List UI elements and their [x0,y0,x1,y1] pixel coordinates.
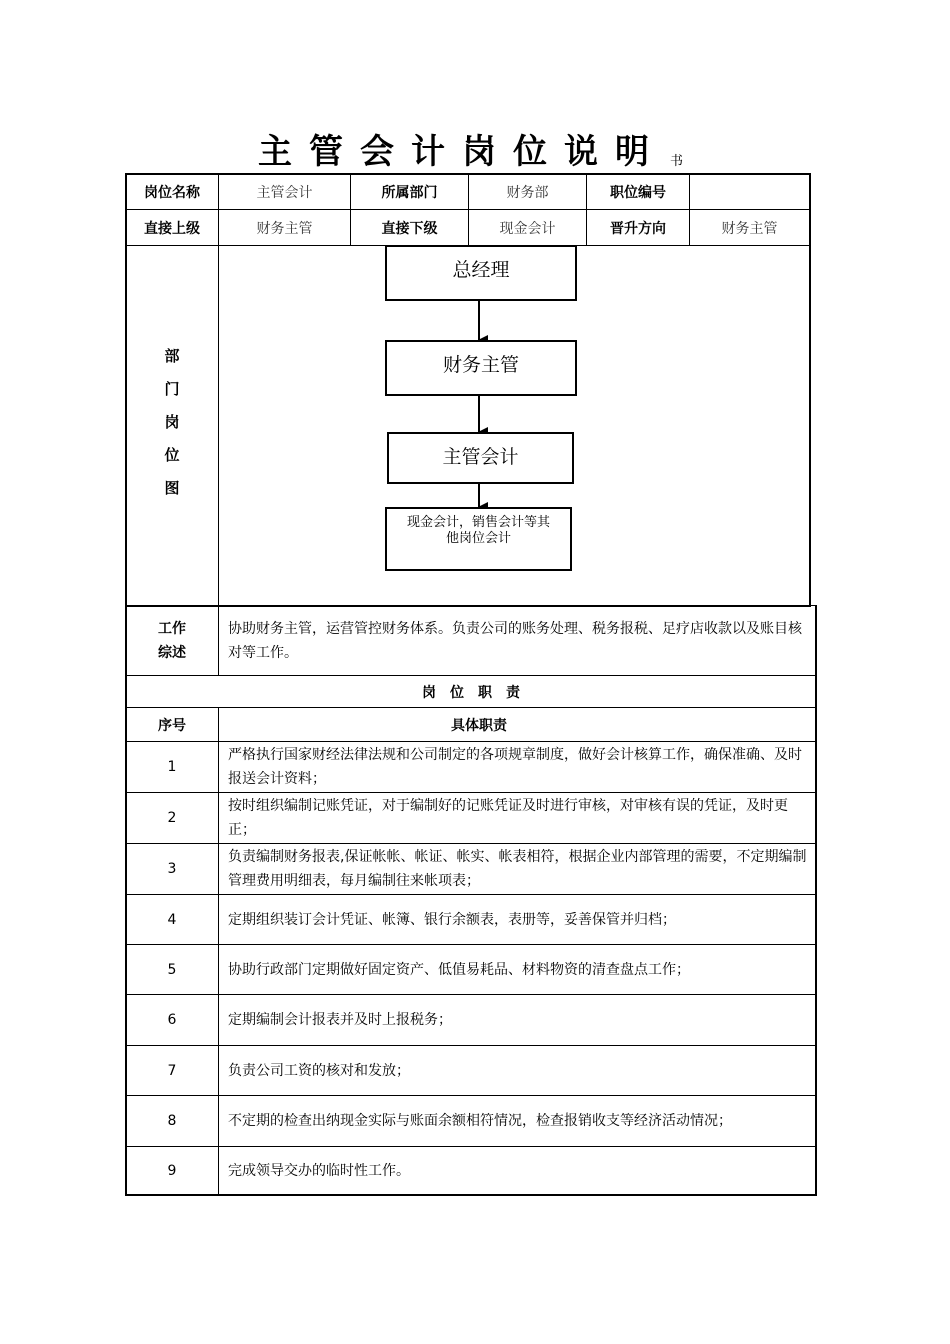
duty-text: 负责公司工资的核对和发放； [228,1062,410,1079]
duty-text: 不定期的检查出纳现金实际与账面余额相符情况，检查报销收支等经济活动情况； [228,1113,732,1129]
label-promotion-path: 晋升方向 [610,220,666,237]
duty-text: 协助行政部门定期做好固定资产、低值易耗品、材料物资的清查盘点工作； [228,961,690,978]
org-node-label: 总经理 [452,259,510,281]
org-node-other-accountants [385,507,572,571]
duties-section-title: 岗 位 职 责 [422,684,520,701]
summary-label-line: 综述 [158,645,186,661]
col-header-description: 具体职责 [451,717,507,734]
duty-text: 定期编制会计报表并及时上报税务； [228,1012,452,1028]
duty-number: 5 [167,961,177,978]
title-main: 主管会计岗位说明 [258,132,666,172]
org-node-general-manager [385,245,577,301]
duty-text: 完成领导交办的临时性工作。 [228,1162,410,1179]
org-label-char: 部 [164,347,180,365]
org-label-char: 图 [164,479,180,497]
org-node-label: 现金会计，销售会计等其他岗位会计 [406,515,550,546]
duty-number: 3 [167,861,177,877]
summary-label [126,607,218,675]
value-direct-subordinate: 现金会计 [499,220,556,237]
org-node-label: 主管会计 [442,446,519,468]
org-label-char: 位 [164,446,180,464]
duty-text: 按时组织编制记账凭证，对于编制好的记账凭证及时进行审核，对审核有误的凭证，及时更正； [228,798,788,838]
duty-number: 1 [167,759,177,775]
duty-text: 负责编制财务报表,保证帐帐、帐证、帐实、帐表相符，根据企业内部管理的需要，不定期编制管理费用明细表，每月编制往来帐项表； [228,849,807,889]
duty-number: 6 [167,1012,177,1028]
label-position-code: 职位编号 [610,185,666,201]
duty-number: 7 [167,1062,177,1079]
duty-number: 8 [167,1113,177,1129]
value-promotion-path: 财务主管 [721,220,778,237]
value-position-name: 主管会计 [256,185,313,201]
value-direct-superior: 财务主管 [256,220,313,237]
org-label-char: 岗 [164,413,180,431]
col-header-number: 序号 [158,717,186,734]
duty-text: 定期组织装订会计凭证、帐簿、银行余额表，表册等，妥善保管并归档； [228,911,676,928]
title-suffix: 书 [670,154,684,169]
duty-number: 9 [167,1162,177,1179]
label-position-name: 岗位名称 [144,185,200,201]
value-department: 财务部 [506,185,549,201]
org-node-chief-accountant [387,432,574,484]
duty-text: 严格执行国家财经法律法规和公司制定的各项规章制度，做好会计核算工作，确保准确、及时报送会计资料； [228,747,802,787]
label-department: 所属部门 [381,185,438,201]
org-node-label: 财务主管 [442,354,519,376]
summary-text: 协助财务主管，运营管控财务体系。负责公司的账务处理、税务报税、足疗店收款以及账目核对等工作。 [228,621,802,661]
label-direct-subordinate: 直接下级 [381,220,438,237]
duty-number: 4 [167,911,177,928]
org-label-char: 门 [164,380,180,398]
duty-number: 2 [167,810,177,826]
label-direct-superior: 直接上级 [144,220,200,237]
summary-label-line: 工作 [158,621,186,637]
org-node-finance-supervisor [385,340,577,396]
